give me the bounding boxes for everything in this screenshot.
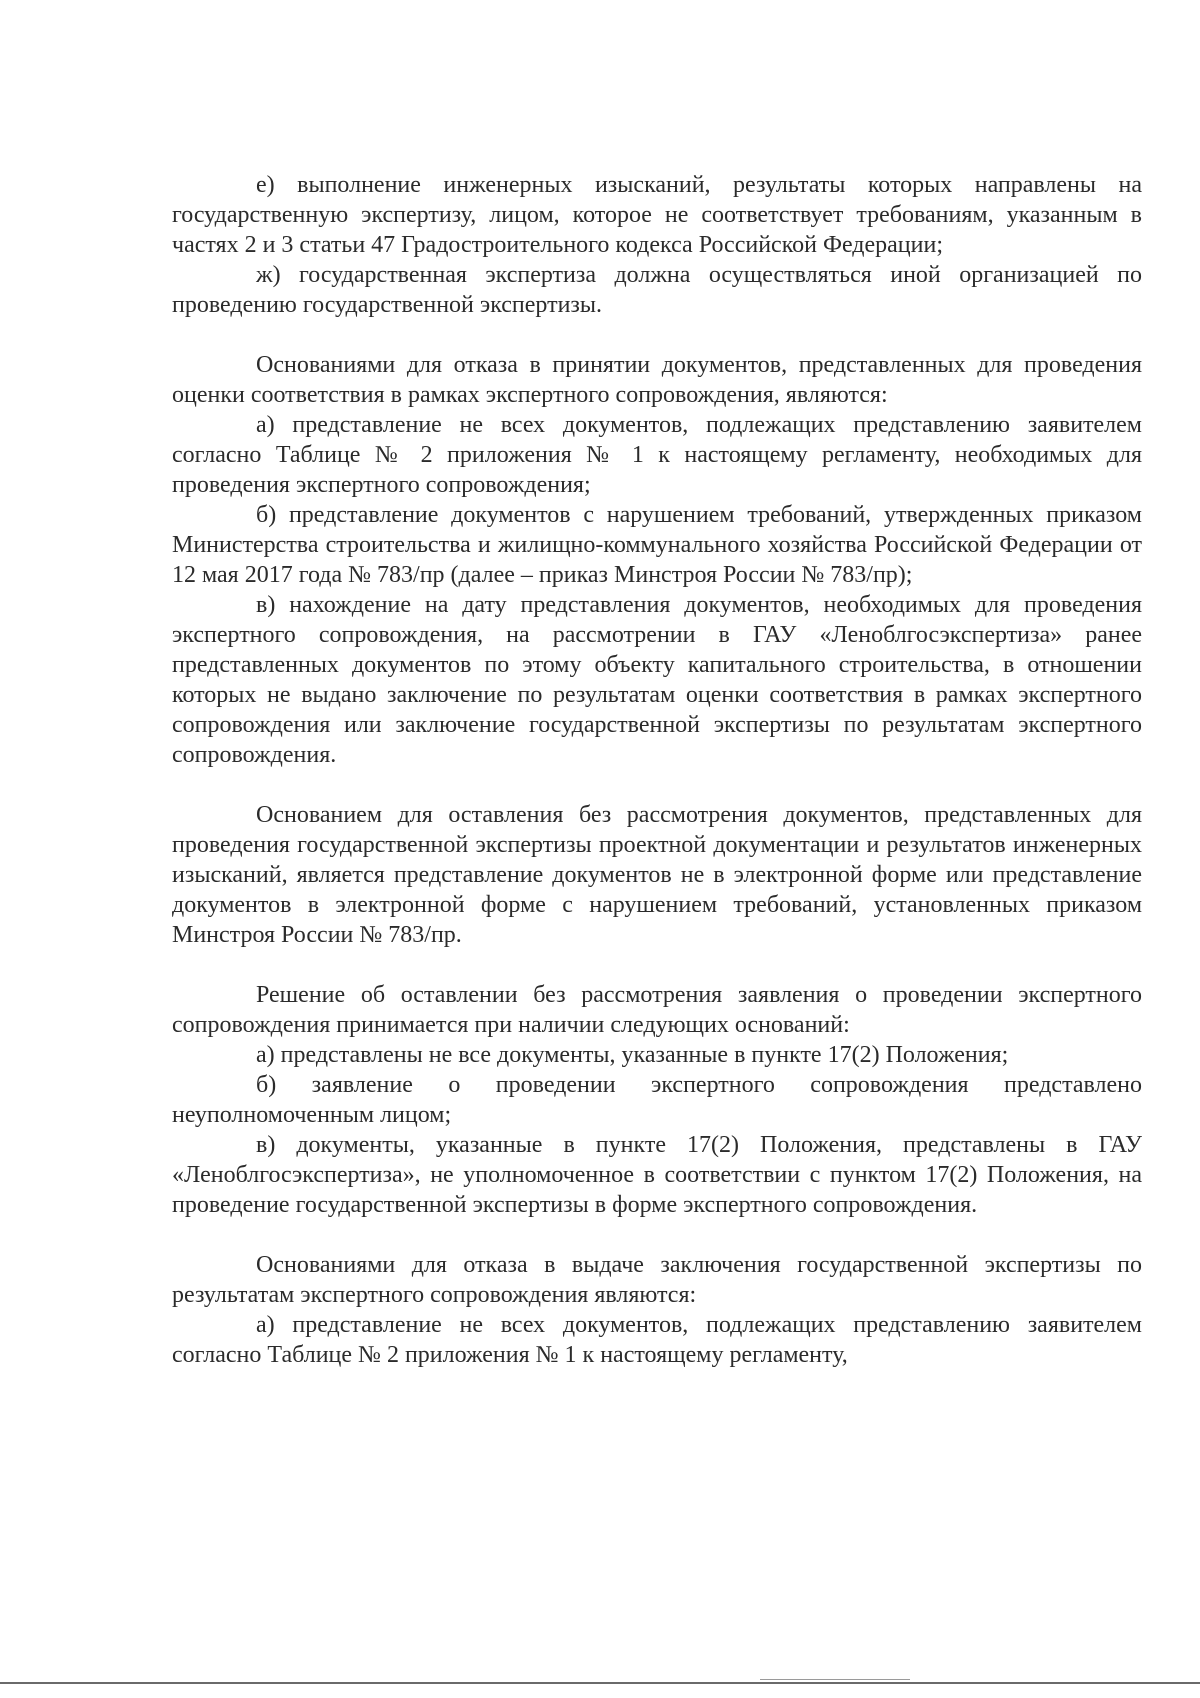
paragraph-gap (172, 770, 1142, 800)
paragraph-gap (172, 950, 1142, 980)
paragraph-a-incomplete-documents-2: а) представление не всех документов, подлежащих представлению заявителем согласно Таблице № 2 приложения № 1 к настоящему регламенту, (172, 1312, 1142, 1368)
paragraph-b-unauthorized-person: б) заявление о проведении экспертного сопровождения представлено неуполномоченным лицом; (172, 1072, 1142, 1128)
paragraph-a-incomplete-documents: а) представление не всех документов, подлежащих представлению заявителем согласно Таблице № 2 приложения № 1 к настоящему регламенту, необходимых для проведения экспертного сопровождения; (172, 412, 1142, 498)
paragraph-zh-other-organization: ж) государственная экспертиза должна осуществляться иной организацией по проведению государственной экспертизы. (172, 262, 1142, 318)
paragraph-v-pending-review: в) нахождение на дату представления документов, необходимых для проведения экспертного сопровождения, на рассмотрении в ГАУ «Леноблгосэкспертиза» ранее представленных документов по этому объекту капитального строительства, в отношении которых не выдано заключение по результатам оценки соответствия в рамках экспертного сопровождения или заключение государственной экспертизы по результатам экспертного сопровождения. (172, 592, 1142, 768)
paragraph-e-engineering-surveys: е) выполнение инженерных изысканий, результаты которых направлены на государственную экспертизу, лицом, которое не соответствует требованиям, указанным в частях 2 и 3 статьи 47 Градостроительного кодекса Российской Федерации; (172, 172, 1142, 258)
paragraph-gap (172, 1220, 1142, 1250)
paragraph-v-unauthorized-organization: в) документы, указанные в пункте 17(2) Положения, представлены в ГАУ «Леноблгосэкспертиза», не уполномоченное в соответствии с пунктом 17(2) Положения, на проведение государственной экспертизы в форме экспертного сопровождения. (172, 1132, 1142, 1218)
paragraph-a-not-all-documents: а) представлены не все документы, указанные в пункте 17(2) Положения; (256, 1042, 1009, 1068)
scan-edge-mark (760, 1679, 910, 1680)
document-body (172, 170, 1142, 1370)
paragraph-decision-no-review: Решение об оставлении без рассмотрения заявления о проведении экспертного сопровождения принимается при наличии следующих оснований: (172, 982, 1142, 1038)
paragraph-gap (172, 320, 1142, 350)
scan-edge-line (0, 1682, 1200, 1684)
paragraph-b-requirements-violation: б) представление документов с нарушением требований, утвержденных приказом Министерства строительства и жилищно-коммунального хозяйства Российской Федерации от 12 мая 2017 года № 783/пр (далее – приказ Минстроя России № 783/пр); (172, 502, 1142, 588)
paragraph-grounds-no-review: Основанием для оставления без рассмотрения документов, представленных для проведения государственной экспертизы проектной документации и результатов инженерных изысканий, является представление документов не в электронной форме или представление документов в электронной форме с нарушением требований, установленных приказом Минстроя России № 783/пр. (172, 802, 1142, 948)
paragraph-grounds-refusal-conclusion: Основаниями для отказа в выдаче заключения государственной экспертизы по результатам экспертного сопровождения являются: (172, 1252, 1142, 1308)
paragraph-grounds-refusal-acceptance: Основаниями для отказа в принятии документов, представленных для проведения оценки соответствия в рамках экспертного сопровождения, являются: (172, 352, 1142, 408)
